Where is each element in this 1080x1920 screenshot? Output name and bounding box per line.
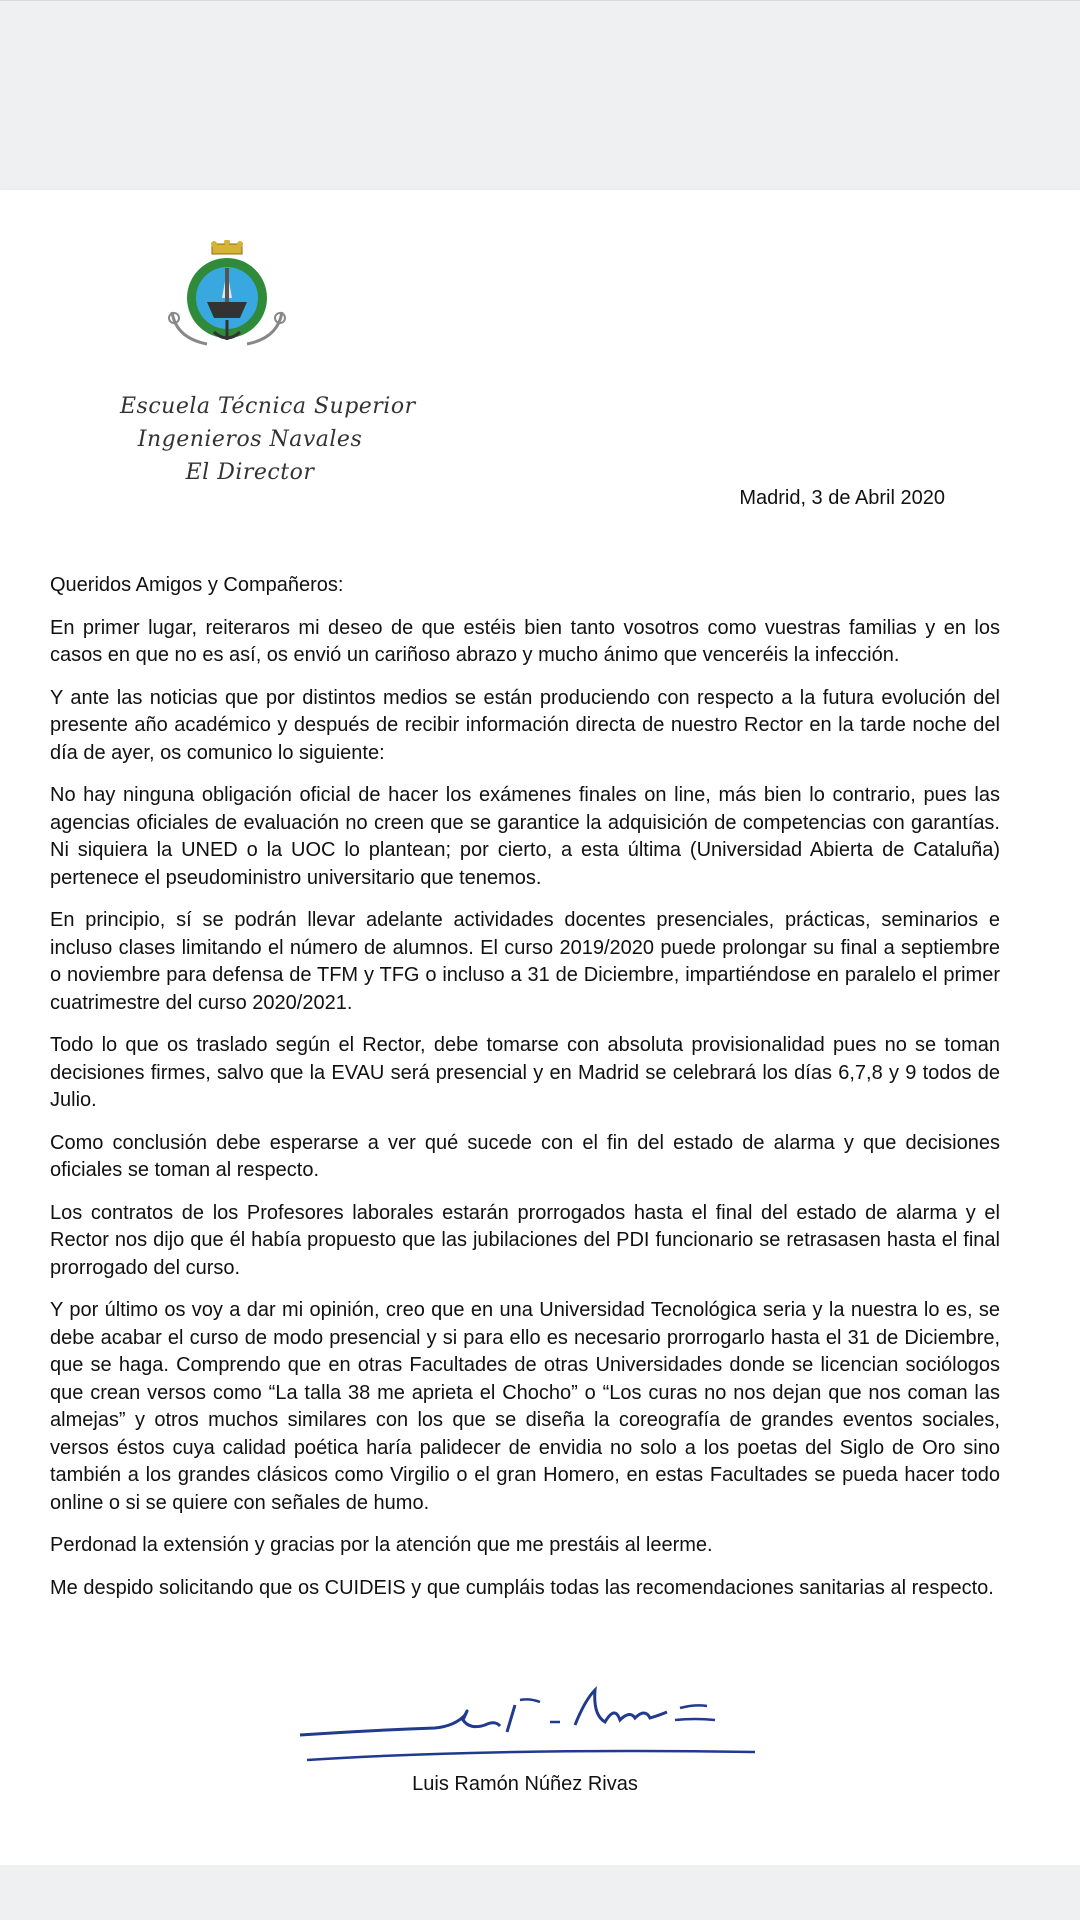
- letter-paragraph: Y ante las noticias que por distintos medios se están produciendo con respecto a la futura evolución del presente año académico y después de recibir información directa de nuestro Rector en la tarde noche del día de ayer, os comunico lo siguiente:: [50, 686, 1000, 764]
- viewer-bottom-band: [0, 1865, 1080, 1920]
- letterhead-line-department: Ingenieros Navales: [137, 427, 363, 452]
- letter-paragraph: Los contratos de los Profesores laborales estarán prorrogados hasta el final del estado de alarma y el Rector nos dijo que él había propuesto que las jubilaciones del PDI funcionario se retrasasen hasta el final prorrogado del curso.: [50, 1201, 1000, 1279]
- letter-paragraph: Perdonad la extensión y gracias por la atención que me prestáis al leerme.: [50, 1534, 713, 1556]
- letter-paragraph: Me despido solicitando que os CUIDEIS y que cumpláis todas las recomendaciones sanitarias al respecto.: [50, 1576, 994, 1599]
- letter-paragraph: Y por último os voy a dar mi opinión, creo que en una Universidad Tecnológica seria y la nuestra lo es, se debe acabar el curso de modo presencial y si para ello es necesario prorrogarlo hasta el 31 de Diciembre, que se haga. Comprendo que en otras Facultades de otras Universidades donde se licencian sociólogos que crean versos como “La talla 38 me aprieta el Chocho” o “Los curas no nos dejan que nos coman las almejas” y otros muchos similares con los que se diseña la coreografía de grandes eventos sociales, versos éstos cuya calidad poética haría palidecer de envidia no solo a los poetas del Siglo de Oro sino también a los grandes clásicos como Virgilio o el gran Homero, en estas Facultades se pueda hacer todo online o si se quiere con señales de humo.: [50, 1299, 1000, 1514]
- naval-crest-icon: [162, 240, 292, 360]
- signer-name: Luis Ramón Núñez Rivas: [412, 1773, 638, 1795]
- letterhead-line-school: Escuela Técnica Superior: [120, 394, 416, 419]
- letter-date: Madrid, 3 de Abril 2020: [739, 487, 945, 509]
- letterhead-line-role: El Director: [185, 460, 315, 485]
- letter-greeting: Queridos Amigos y Compañeros:: [50, 574, 344, 596]
- letter-paragraph: En primer lugar, reiteraros mi deseo de que estéis bien tanto vosotros como vuestras familias y en los casos en que no es así, os envió un cariñoso abrazo y mucho ánimo que venceréis la infección.: [50, 616, 1000, 666]
- viewer-top-band: [0, 0, 1080, 191]
- letter-paragraph: Como conclusión debe esperarse a ver qué sucede con el fin del estado de alarma y que decisiones oficiales se toman al respecto.: [50, 1131, 1000, 1181]
- letter-paragraph: No hay ninguna obligación oficial de hacer los exámenes finales on line, más bien lo contrario, pues las agencias oficiales de evaluación no creen que se garantice la adquisición de competencias con garantías. Ni siquiera la UNED o la UOC lo plantean; por cierto, a esta última (Universidad Abierta de Cataluña) pertenece el pseudoministro universitario que tenemos.: [50, 784, 1000, 889]
- letterhead-title: [120, 390, 416, 489]
- handwritten-signature: [295, 1660, 765, 1770]
- letter-body: [50, 572, 1000, 1617]
- letter-paragraph: Todo lo que os traslado según el Rector, debe tomarse con absoluta provisionalidad pues no se toman decisiones firmes, salvo que la EVAU será presencial y en Madrid se celebrará los días 6,7,8 y 9 todos de Julio.: [50, 1034, 1000, 1111]
- letter-paragraph: En principio, sí se podrán llevar adelante actividades docentes presenciales, prácticas, seminarios e incluso clases limitando el número de alumnos. El curso 2019/2020 puede prolongar su final a septiembre o noviembre para defensa de TFM y TFG o incluso a 31 de Diciembre, impartiéndose en paralelo el primer cuatrimestre del curso 2020/2021.: [50, 909, 1000, 1014]
- letter-page: [0, 190, 1080, 1865]
